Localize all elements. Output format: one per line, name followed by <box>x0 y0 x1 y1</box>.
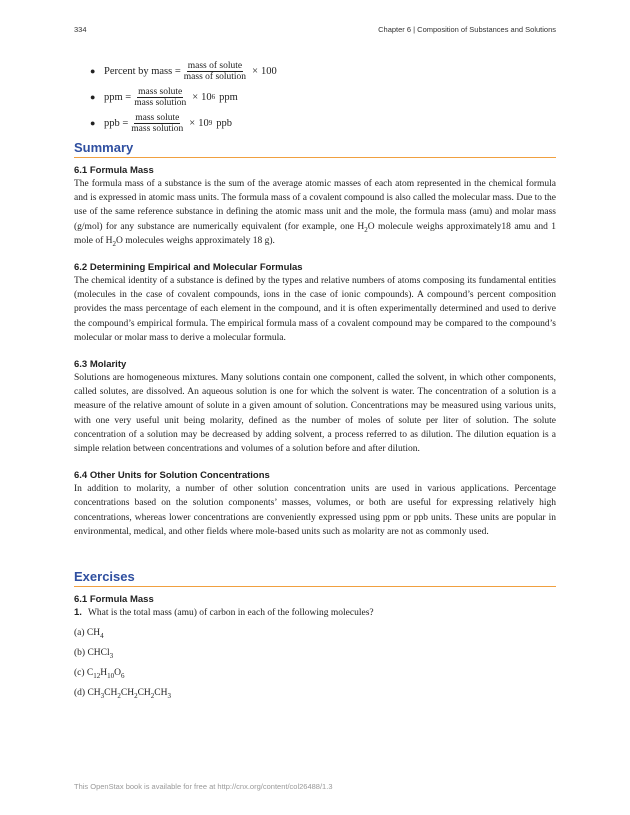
formula-part: C <box>86 668 94 679</box>
bullet-icon: ● <box>90 66 96 76</box>
answer-option-b <box>74 646 556 660</box>
subscript: 3 <box>167 691 171 700</box>
formula-tail: 100 <box>260 65 277 77</box>
formula-part: CH <box>120 688 135 699</box>
numerator: mass solute <box>138 86 183 97</box>
summary-paragraph-formula-mass <box>74 177 556 248</box>
answer-option-d <box>74 686 556 700</box>
summary-subheading-formula-mass: 6.1 Formula Mass <box>74 165 154 176</box>
numerator: mass solute <box>135 112 180 123</box>
formula-part: CHCl <box>87 648 110 659</box>
text-run: O molecule weighs approximately18 amu and 1 mole of H <box>74 221 556 246</box>
exercises-heading: Exercises <box>74 569 556 587</box>
denominator: mass solution <box>134 97 187 108</box>
denominator: mass of solution <box>183 71 247 82</box>
subscript: 2 <box>150 691 155 700</box>
formula-lhs: Percent by mass = <box>104 65 181 77</box>
subscript: 10 <box>107 671 115 680</box>
formula-unit: ppm <box>219 91 238 103</box>
formula-tail: 10 <box>201 91 212 103</box>
fraction <box>133 87 187 108</box>
formula-ppm: ● ppm = $\frac{\text{mass solute}}{\text{mass solution}}$ × 10 6 ppm <box>90 86 238 108</box>
subscript: 4 <box>100 631 104 640</box>
bullet-icon: ● <box>90 118 96 128</box>
formula-part: CH <box>154 688 168 699</box>
formula-unit: ppb <box>216 117 232 129</box>
numerator: mass of solute <box>187 60 243 71</box>
summary-heading: Summary <box>74 140 556 158</box>
running-head: Chapter 6 | Composition of Substances and Solutions <box>378 25 556 34</box>
fraction <box>130 113 184 134</box>
formula-part: O <box>114 668 122 679</box>
formula-lhs: ppb = <box>104 117 129 129</box>
option-label: (b) <box>74 648 86 659</box>
chemical-formula <box>87 648 113 658</box>
page-footer: This OpenStax book is available for free at http://cnx.org/content/col26488/1.3 <box>74 782 333 791</box>
text-run: The formula mass of a substance is the sum of the average atomic masses of each atom represented in the chemical formula and is expressed in atomic mass units. The formula mass of a covalent compound is also called the molecular mass. Due to the use of the same reference substance in defining the atomic mass unit and the mole, the formula mass (amu) and molar mass (g/mol) for any substance are numerically equivalent (for example, one H <box>74 179 556 232</box>
formula-ppb: ● ppb = $\frac{\text{mass solute}}{\text{mass solution}}$ × 10 9 ppb <box>90 112 232 134</box>
question-text: What is the total mass (amu) of carbon in each of the following molecules? <box>87 608 374 619</box>
times-sign: × <box>189 117 196 129</box>
formula-part: CH <box>87 688 101 699</box>
subscript: 3 <box>100 691 105 700</box>
page-number: 334 <box>74 25 87 34</box>
subscript: 3 <box>109 651 114 660</box>
formula-part: CH <box>104 688 118 699</box>
formula-tail: 10 <box>198 117 209 129</box>
subscript: 2 <box>117 691 121 700</box>
subscript: 2 <box>364 225 368 234</box>
text-run: O molecules weighs approximately 18 g). <box>116 235 275 246</box>
exercises-subheading-formula-mass: 6.1 Formula Mass <box>74 594 154 606</box>
question-number: 1. <box>74 607 82 619</box>
summary-subheading-empirical-formulas: 6.2 Determining Empirical and Molecular Formulas <box>74 262 303 274</box>
chemical-formula <box>87 628 104 638</box>
subscript: 12 <box>93 671 101 680</box>
formula-part: CH <box>86 628 101 639</box>
summary-paragraph-molarity: Solutions are homogeneous mixtures. Many solutions contain one component, called the solvent, in which other components, called solutes, are dissolved. An aqueous solution is one for which the solvent is water. The concentration of a solution is a measure of the relative amount of solute in a given amount of solution. Concentrations may be measured using various units, with one very useful unit being molarity, defined as the number of moles of solute per liter of solution. The solute concentration of a solution may be decreased by adding solvent, a process referred to as dilution. The dilution equation is a simple relation between concentrations and volumes of a solution before and after dilution. <box>74 373 556 455</box>
formula-part: H <box>100 668 108 679</box>
exercise-question-1 <box>74 606 556 620</box>
summary-paragraph-other-units: In addition to molarity, a number of other solution concentration units are used in various applications. Percentage concentrations based on the solution components’ masses, volumes, or both are useful for expressing relatively high concentrations, whereas lower concentrations are conveniently expressed using ppm or ppb units. These units are popular in environmental, medical, and other fields where mole-based units such as molarity are not as commonly used. <box>74 484 556 537</box>
summary-subheading-other-units: 6.4 Other Units for Solution Concentrations <box>74 470 270 482</box>
formula-percent-by-mass <box>74 58 556 84</box>
chemical-formula <box>87 688 171 698</box>
formula-part: CH <box>137 688 151 699</box>
summary-subheading-molarity: 6.3 Molarity <box>74 359 127 371</box>
denominator: mass solution <box>131 123 184 134</box>
answer-option-a <box>74 626 556 640</box>
answer-option-c <box>74 666 556 680</box>
times-sign: × <box>192 91 199 103</box>
subscript: 2 <box>134 691 138 700</box>
bullet-icon: ● <box>90 92 96 102</box>
times-sign: × <box>252 65 258 77</box>
chemical-formula <box>87 668 125 678</box>
summary-paragraph-empirical-formulas: The chemical identity of a substance is defined by the types and relative numbers of atoms composing its fundamental entities (molecules in the case of covalent compounds, ions in the case of ionic compounds). A compound’s percent composition provides the mass percentage of each element in the compound, and it is often experimentally determined and used to derive the compound’s empirical formula. The empirical formula mass of a covalent compound may be compared to the compound’s molecular or molar mass to derive a molecular formula. <box>74 276 556 343</box>
subscript: 6 <box>121 671 125 680</box>
option-label: (d) <box>74 688 86 699</box>
option-label: (a) <box>74 628 85 639</box>
option-label: (c) <box>74 668 85 679</box>
page-content <box>74 58 556 706</box>
fraction <box>183 61 247 82</box>
subscript: 2 <box>112 239 117 248</box>
formula-lhs: ppm = <box>104 91 132 103</box>
